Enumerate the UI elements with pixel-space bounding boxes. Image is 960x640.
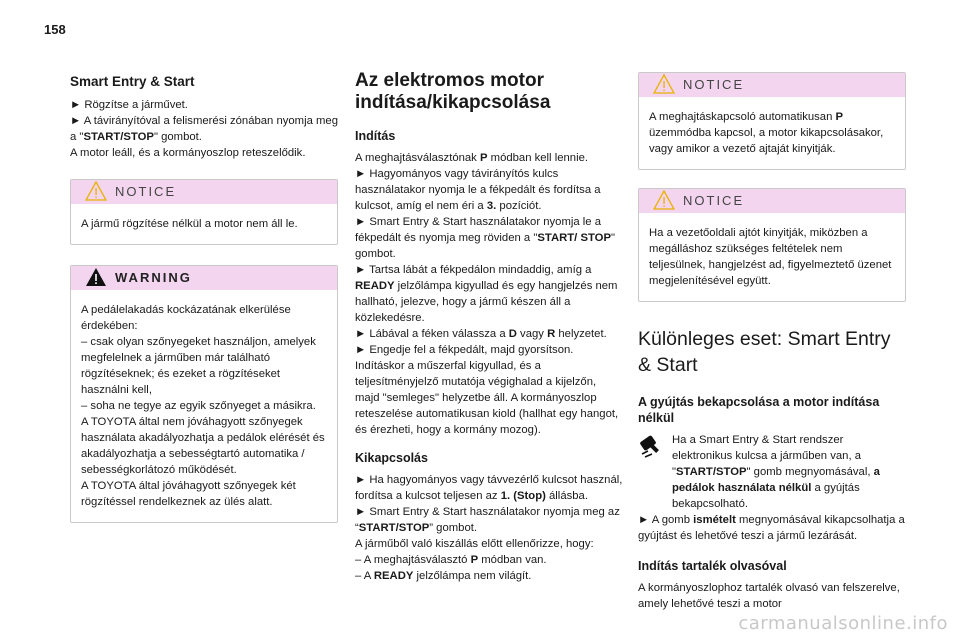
step-press-start-stop: ► A távirányítóval a felismerési zónában nyomja meg a "START/STOP" gombot. (70, 115, 339, 143)
start-text: ► Tartsa lábát a fékpedálon mindaddig, amíg a READY jelzőlámpa kigyullad és egy hangjelzés nem hallható, jelezve, hogy a jármű készen áll a közlekedésre. (355, 264, 618, 324)
start-text: ► Hagyományos vagy távirányítós kulcs használatakor nyomja le a fékpedált és fordítsa a kulcsot, amíg el nem éri a 3. pozíciót. (355, 168, 601, 212)
notice-label: NOTICE (683, 77, 745, 92)
start-text: A meghajtásválasztónak P módban kell lennie. (355, 152, 588, 164)
notice-label: NOTICE (115, 184, 177, 199)
warning-line: A TOYOTA által nem jóváhagyott szőnyegek használata akadályozhatja a pedálok elérését és akadályozhatja a sebességtartó automatika / sebességkorlátozó működését. (81, 416, 325, 476)
notice-text: A jármű rögzítése nélkül a motor nem áll le. (81, 218, 298, 230)
notice-triangle-icon (653, 189, 675, 211)
page-title: Az elektromos motor indítása/kikapcsolása (355, 70, 551, 113)
ignition-info-row (638, 432, 906, 512)
notice-label: NOTICE (683, 193, 745, 208)
step-immobilize: ► Rögzítse a járművet. (70, 99, 188, 111)
notice-box-immobilize (70, 179, 338, 245)
stop-text: – A meghajtásválasztó P módban van. (355, 554, 547, 566)
stop-text: A járműből való kiszállás előtt ellenőrizze, hogy: (355, 538, 594, 550)
notice-triangle-icon (85, 180, 107, 202)
section-title-smart-entry: Smart Entry & Start (70, 74, 195, 89)
start-text: ► Engedje fel a fékpedált, majd gyorsítson. (355, 344, 574, 356)
warning-line: A pedálelakadás kockázatának elkerülése érdekében: (81, 304, 291, 332)
start-text: Indításkor a műszerfal kigyullad, és a teljesítményjelző mutatója végighalad a kijelzőn, majd "semleges" helyzetbe áll. A kormányoszlop reteszelése automatikusan kiold (hallhat egy hangot, és érezheti, hogy a kormány mozog). (355, 360, 619, 436)
column-middle (355, 70, 623, 584)
backup-reader-text: A kormányoszlophoz tartalék olvasó van felszerelve, amely lehetővé teszi a motor (638, 582, 900, 610)
heading-backup-reader: Indítás tartalék olvasóval (638, 559, 787, 573)
ignition-text: Ha a Smart Entry & Start rendszer elektronikus kulcsa a járműben van, a "START/STOP" gomb megnyomásával, a pedálok használata nélkül a gyújtás bekapcsolható. (672, 434, 880, 510)
warning-label: WARNING (115, 270, 192, 285)
warning-box-pedal (70, 265, 338, 523)
key-icon (638, 432, 664, 460)
notice-triangle-icon (653, 73, 675, 95)
start-text: ► Lábával a féken válassza a D vagy R helyzetet. (355, 328, 607, 340)
stop-text: ► Ha hagyományos vagy távvezérlő kulcsot használ, fordítsa a kulcsot teljesen az 1. (Stop) állásba. (355, 474, 623, 502)
column-left (70, 70, 338, 523)
ignition-off-text: ► A gomb ismételt megnyomásával kikapcsolhatja a gyújtást és lehetővé teszi a jármű lezárását. (638, 514, 905, 542)
page-number: 158 (44, 22, 66, 37)
stop-text: – A READY jelzőlámpa nem világít. (355, 570, 532, 582)
watermark: carmanualsonline.info (738, 613, 948, 634)
start-text: ► Smart Entry & Start használatakor nyomja le a fékpedált és nyomja meg röviden a "START/ STOP" gombot. (355, 216, 616, 260)
heading-start: Indítás (355, 129, 396, 143)
notice-box-door (638, 188, 906, 302)
heading-ignition: A gyújtás bekapcsolása a motor indítása nélkül (638, 395, 880, 425)
engine-stops-text: A motor leáll, és a kormányoszlop reteszelődik. (70, 147, 306, 159)
heading-stop: Kikapcsolás (355, 451, 428, 465)
special-case-title: Különleges eset: Smart Entry & Start (638, 328, 891, 376)
warning-line: – csak olyan szőnyegeket használjon, amelyek megfelelnek a járműben már található rögzítéseknek; és ezeket a rögzítéseket használni kell, (81, 336, 316, 396)
warning-line: A TOYOTA által jóváhagyott szőnyegek két rögzítéssel rendelkeznek az ülés alatt. (81, 480, 296, 508)
notice-box-p-mode (638, 72, 906, 170)
notice-text: Ha a vezetőoldali ajtót kinyitják, miközben a megálláshoz szükséges feltételek nem teljesülnek, hangjelzést ad, figyelmeztető üzenet megjelenítésével együtt. (649, 227, 892, 287)
warning-line: – soha ne tegye az egyik szőnyeget a másikra. (81, 400, 316, 412)
notice-text: A meghajtáskapcsoló automatikusan P üzemmódba kapcsol, a motor kikapcsolásakor, vagy amikor a vezető ajtaját kinyitják. (649, 111, 884, 155)
warning-triangle-icon (85, 266, 107, 288)
column-right (638, 70, 906, 612)
stop-text: ► Smart Entry & Start használatakor nyomja meg az “START/STOP” gombot. (355, 506, 620, 534)
